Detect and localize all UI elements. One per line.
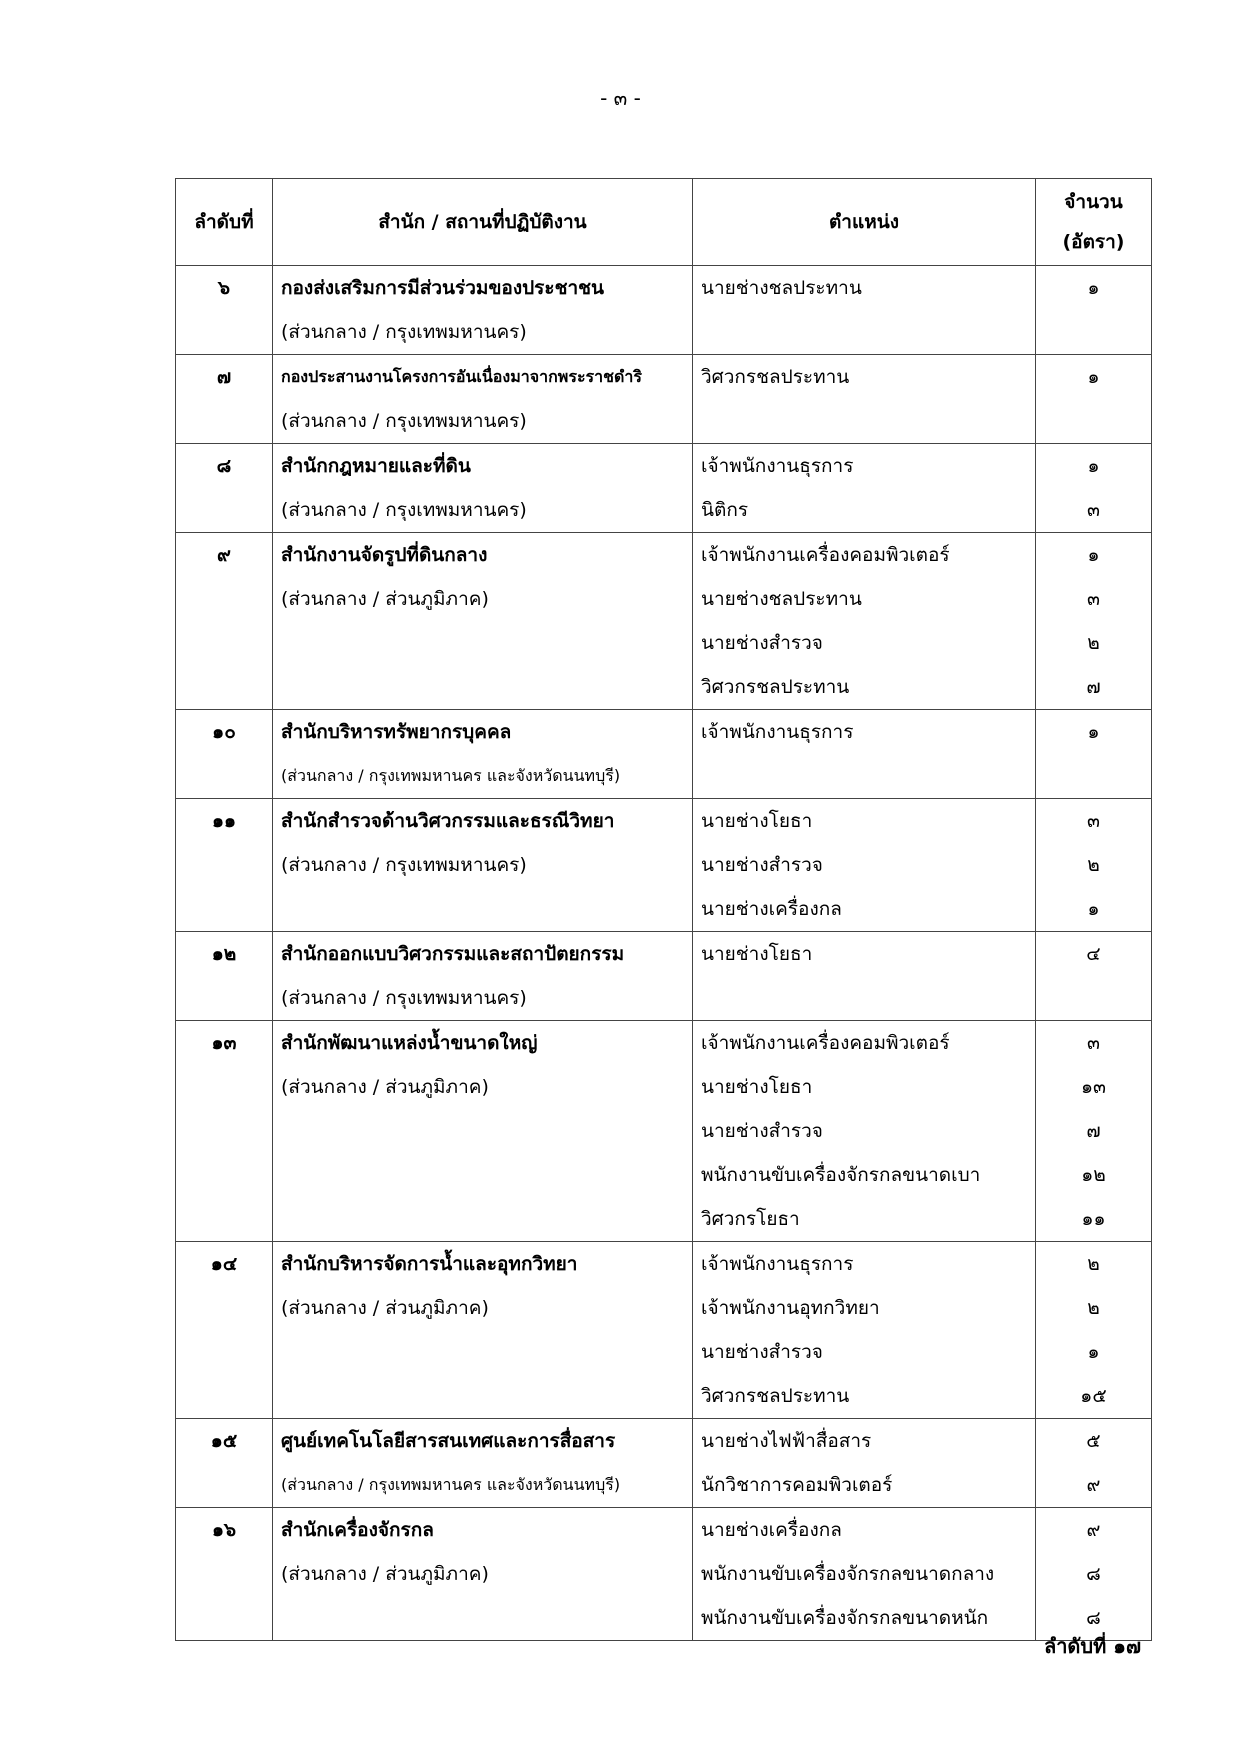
office-name: ศูนย์เทคโนโลยีสารสนเทศและการสื่อสาร	[281, 1430, 616, 1452]
row-number: ๑๑	[211, 810, 237, 832]
row-number: ๗	[216, 366, 232, 388]
position-cell	[693, 1242, 1036, 1419]
empty-line	[693, 399, 1035, 443]
row-number: ๑๓	[211, 1032, 237, 1054]
table-row	[176, 1242, 1152, 1419]
position-title: นายช่างโยธา	[701, 1076, 813, 1098]
empty-line	[1036, 976, 1151, 1020]
header-position: ตำแหน่ง	[693, 179, 1036, 266]
position-quantity: ๒	[1087, 1253, 1100, 1275]
position-title: วิศวกรชลประทาน	[701, 366, 850, 388]
position-quantity: ๘	[1086, 1563, 1101, 1585]
table-row	[176, 1021, 1152, 1242]
table-row	[176, 266, 1152, 355]
position-quantity: ๒	[1087, 1297, 1100, 1319]
row-number: ๖	[217, 277, 231, 299]
position-quantity: ๗	[1086, 676, 1101, 698]
row-number-cell	[176, 444, 273, 533]
position-quantity: ๓	[1087, 588, 1100, 610]
position-quantity: ๓	[1087, 1032, 1100, 1054]
office-name: สำนักกฎหมายและที่ดิน	[281, 455, 471, 477]
row-number-cell	[176, 1242, 273, 1419]
quantity-cell	[1036, 1508, 1152, 1641]
quantity-cell	[1036, 533, 1152, 710]
office-name: สำนักงานจัดรูปที่ดินกลาง	[281, 544, 488, 566]
quantity-cell	[1036, 444, 1152, 533]
row-number-cell	[176, 533, 273, 710]
table-row	[176, 710, 1152, 799]
empty-line	[1036, 399, 1151, 443]
office-location: (ส่วนกลาง / ส่วนภูมิภาค)	[281, 588, 489, 610]
position-title: เจ้าพนักงานธุรการ	[701, 721, 854, 743]
office-name: กองประสานงานโครงการอันเนื่องมาจากพระราชดำริ	[281, 367, 642, 386]
row-number: ๑๖	[211, 1519, 237, 1541]
row-number: ๑๔	[210, 1253, 238, 1275]
position-title: นายช่างเครื่องกล	[701, 1519, 842, 1541]
position-cell	[693, 266, 1036, 355]
position-cell	[693, 1508, 1036, 1641]
office-location: (ส่วนกลาง / กรุงเทพมหานคร)	[281, 987, 527, 1009]
quantity-cell	[1036, 1242, 1152, 1419]
position-quantity: ๑๒	[1081, 1164, 1106, 1186]
position-cell	[693, 444, 1036, 533]
row-number-cell	[176, 266, 273, 355]
office-cell	[273, 710, 693, 799]
office-name: สำนักพัฒนาแหล่งน้ำขนาดใหญ่	[281, 1032, 538, 1054]
position-title: พนักงานขับเครื่องจักรกลขนาดหนัก	[701, 1607, 989, 1629]
empty-line	[693, 754, 1035, 798]
position-title: นายช่างสำรวจ	[701, 1341, 823, 1363]
row-number-cell	[176, 1508, 273, 1641]
header-quantity-line2: (อัตรา)	[1062, 231, 1125, 253]
position-quantity: ๒	[1087, 632, 1100, 654]
office-cell	[273, 266, 693, 355]
office-name: สำนักบริหารจัดการน้ำและอุทกวิทยา	[281, 1253, 578, 1275]
office-cell	[273, 1242, 693, 1419]
position-quantity: ๓	[1087, 810, 1100, 832]
position-title: นักวิชาการคอมพิวเตอร์	[701, 1474, 893, 1496]
table-row	[176, 1419, 1152, 1508]
quantity-cell	[1036, 1419, 1152, 1508]
position-quantity: ๑	[1087, 455, 1100, 477]
position-cell	[693, 799, 1036, 932]
page-number: - ๓ -	[600, 86, 641, 110]
table-row	[176, 355, 1152, 444]
empty-line	[1036, 754, 1151, 798]
position-title: เจ้าพนักงานอุทกวิทยา	[701, 1297, 880, 1319]
position-title: นายช่างสำรวจ	[701, 854, 823, 876]
header-quantity-line1: จำนวน	[1064, 191, 1123, 213]
quantity-cell	[1036, 710, 1152, 799]
office-cell	[273, 1021, 693, 1242]
header-no: ลำดับที่	[176, 179, 273, 266]
office-name: สำนักบริหารทรัพยากรบุคคล	[281, 721, 512, 743]
position-quantity: ๗	[1086, 1120, 1101, 1142]
position-title: เจ้าพนักงานเครื่องคอมพิวเตอร์	[701, 544, 950, 566]
office-name: กองส่งเสริมการมีส่วนร่วมของประชาชน	[281, 277, 605, 299]
table-row	[176, 799, 1152, 932]
position-title: พนักงานขับเครื่องจักรกลขนาดเบา	[701, 1164, 981, 1186]
row-number: ๘	[216, 455, 232, 477]
row-number-cell	[176, 932, 273, 1021]
office-cell	[273, 799, 693, 932]
office-cell	[273, 355, 693, 444]
office-name: สำนักสำรวจด้านวิศวกรรมและธรณีวิทยา	[281, 810, 615, 832]
office-cell	[273, 932, 693, 1021]
table-row	[176, 444, 1152, 533]
office-location: (ส่วนกลาง / กรุงเทพมหานคร)	[281, 499, 527, 521]
position-quantity: ๔	[1086, 943, 1101, 965]
row-number-cell	[176, 1419, 273, 1508]
position-title: นิติกร	[701, 499, 749, 521]
position-quantity: ๑	[1087, 898, 1100, 920]
position-cell	[693, 533, 1036, 710]
quantity-cell	[1036, 355, 1152, 444]
table-row	[176, 932, 1152, 1021]
position-quantity: ๑	[1087, 1341, 1100, 1363]
position-title: นายช่างเครื่องกล	[701, 898, 842, 920]
position-title: นายช่างสำรวจ	[701, 632, 823, 654]
row-number: ๙	[217, 544, 231, 566]
quantity-cell	[1036, 266, 1152, 355]
position-cell	[693, 1021, 1036, 1242]
office-location: (ส่วนกลาง / กรุงเทพมหานคร)	[281, 321, 527, 343]
position-title: วิศวกรโยธา	[701, 1208, 800, 1230]
row-number-cell	[176, 355, 273, 444]
position-title: นายช่างไฟฟ้าสื่อสาร	[701, 1430, 872, 1452]
position-title: วิศวกรชลประทาน	[701, 1385, 850, 1407]
empty-line	[693, 310, 1035, 354]
quantity-cell	[1036, 1021, 1152, 1242]
quantity-cell	[1036, 799, 1152, 932]
office-location: (ส่วนกลาง / ส่วนภูมิภาค)	[281, 1297, 489, 1319]
row-number-cell	[176, 710, 273, 799]
position-quantity: ๕	[1086, 1430, 1101, 1452]
row-number: ๑๐	[212, 721, 236, 743]
table-header	[176, 179, 1152, 266]
row-number-cell	[176, 799, 273, 932]
position-cell	[693, 932, 1036, 1021]
position-cell	[693, 710, 1036, 799]
position-title: พนักงานขับเครื่องจักรกลขนาดกลาง	[701, 1563, 995, 1585]
position-quantity: ๙	[1086, 1474, 1101, 1496]
position-title: นายช่างโยธา	[701, 810, 813, 832]
office-name: สำนักเครื่องจักรกล	[281, 1519, 434, 1541]
empty-line	[693, 976, 1035, 1020]
position-quantity: ๑	[1087, 366, 1100, 388]
position-quantity: ๑	[1087, 544, 1100, 566]
position-title: นายช่างชลประทาน	[701, 277, 862, 299]
position-title: วิศวกรชลประทาน	[701, 676, 850, 698]
table-row	[176, 533, 1152, 710]
office-cell	[273, 1508, 693, 1641]
row-number-cell	[176, 1021, 273, 1242]
position-quantity: ๑	[1087, 277, 1100, 299]
position-title: เจ้าพนักงานเครื่องคอมพิวเตอร์	[701, 1032, 950, 1054]
position-title: นายช่างชลประทาน	[701, 588, 862, 610]
continuation-note: ลำดับที่ ๑๗	[1043, 1634, 1141, 1658]
position-quantity: ๓	[1087, 499, 1100, 521]
office-name: สำนักออกแบบวิศวกรรมและสถาปัตยกรรม	[281, 943, 625, 965]
table-row	[176, 1508, 1152, 1641]
row-number: ๑๕	[210, 1430, 238, 1452]
office-location: (ส่วนกลาง / ส่วนภูมิภาค)	[281, 1076, 489, 1098]
row-number: ๑๒	[211, 943, 237, 965]
position-quantity: ๑๓	[1080, 1076, 1107, 1098]
office-location: (ส่วนกลาง / กรุงเทพมหานคร และจังหวัดนนทบุรี)	[281, 766, 621, 785]
position-cell	[693, 1419, 1036, 1508]
position-title: เจ้าพนักงานธุรการ	[701, 1253, 854, 1275]
position-title: นายช่างโยธา	[701, 943, 813, 965]
header-office: สำนัก / สถานที่ปฏิบัติงาน	[273, 179, 693, 266]
position-quantity: ๒	[1087, 854, 1100, 876]
position-quantity: ๘	[1086, 1607, 1101, 1629]
office-cell	[273, 533, 693, 710]
position-quantity: ๙	[1086, 1519, 1101, 1541]
quantity-cell	[1036, 932, 1152, 1021]
office-location: (ส่วนกลาง / ส่วนภูมิภาค)	[281, 1563, 489, 1585]
positions-table	[175, 178, 1152, 1641]
office-cell	[273, 1419, 693, 1508]
position-title: เจ้าพนักงานธุรการ	[701, 455, 854, 477]
office-location: (ส่วนกลาง / กรุงเทพมหานคร)	[281, 410, 527, 432]
position-quantity: ๑	[1087, 721, 1100, 743]
empty-line	[1036, 310, 1151, 354]
office-location: (ส่วนกลาง / กรุงเทพมหานคร)	[281, 854, 527, 876]
position-title: นายช่างสำรวจ	[701, 1120, 823, 1142]
office-cell	[273, 444, 693, 533]
position-cell	[693, 355, 1036, 444]
position-quantity: ๑๑	[1081, 1208, 1106, 1230]
position-quantity: ๑๕	[1080, 1385, 1107, 1407]
header-quantity	[1036, 179, 1152, 266]
office-location: (ส่วนกลาง / กรุงเทพมหานคร และจังหวัดนนทบุรี)	[281, 1475, 621, 1494]
table-body	[176, 266, 1152, 1641]
